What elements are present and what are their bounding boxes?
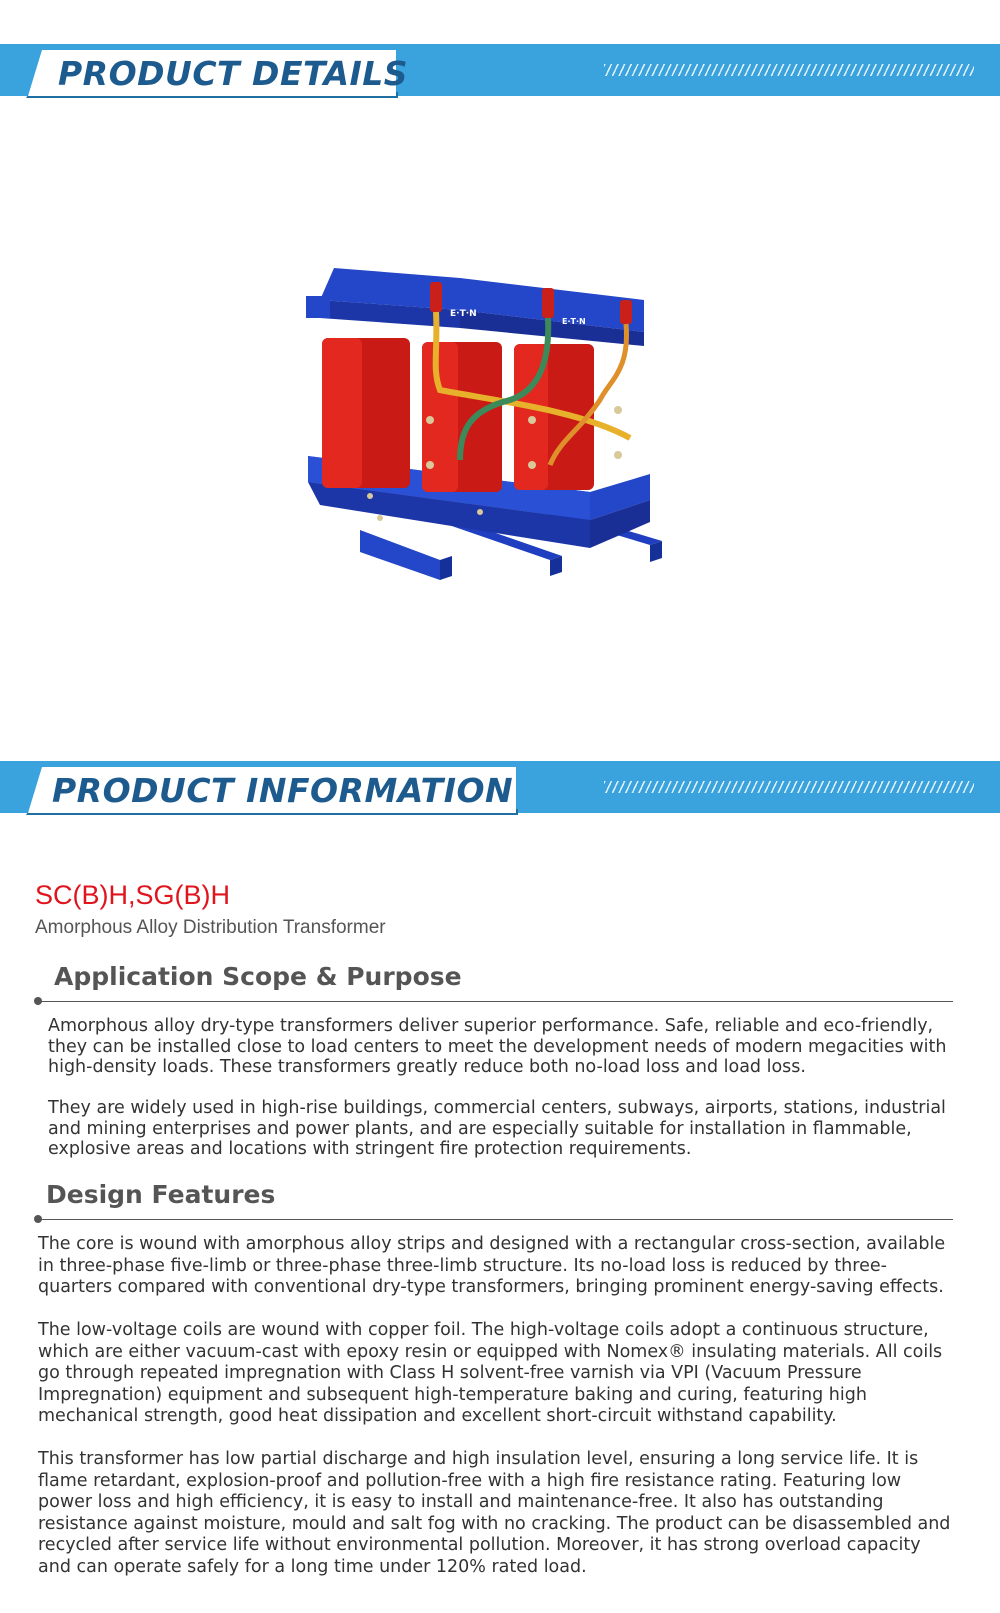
design-paragraph-2: The low-voltage coils are wound with copper foil. The high-voltage coils adopt a continuous structure, which are either vacuum-cast with epoxy resin or equipped with Nomex® insulating materials. All coils go through repeated impregnation with Class H solvent-free varnish via VPI (Vacuum Pressure Impregnation) equipment and subsequent high-temperature baking and curing, featuring high mechanical strength, good heat dissipation and excellent short-circuit withstand capability. bbox=[38, 1320, 943, 1426]
product-information-title: PRODUCT INFORMATION bbox=[52, 771, 514, 810]
application-heading: Application Scope & Purpose bbox=[54, 962, 462, 991]
product-subtitle: Amorphous Alloy Distribution Transformer bbox=[35, 917, 386, 938]
brand-label-2: E·T·N bbox=[562, 317, 586, 326]
product-model: SC(B)H,SG(B)H bbox=[35, 880, 230, 910]
diagonal-stripes-icon bbox=[604, 781, 974, 793]
application-paragraph-1: Amorphous alloy dry-type transformers deliver superior performance. Safe, reliable and eco-friendly, they can be installed close to load centers to meet the development needs of modern megacities with high-density loads. These transformers greatly reduce both no-load loss and load loss. bbox=[48, 1016, 947, 1077]
product-information-banner bbox=[0, 761, 1000, 813]
design-paragraph-3: This transformer has low partial discharge and high insulation level, ensuring a long service life. It is flame retardant, explosion-proof and pollution-free with a high fire resistance rating. Featuring low power loss and high efficiency, it is easy to install and maintenance-free. It also has outstanding resistance against moisture, mould and salt fog with no cracking. The product can be disassembled and recycled after service life without environmental pollution. Moreover, it has strong overload capacity and can operate safely for a long time under 120% rated load. bbox=[38, 1449, 951, 1577]
product-details-title: PRODUCT DETAILS bbox=[58, 54, 409, 93]
transformer-image bbox=[300, 260, 680, 620]
product-details-banner bbox=[0, 44, 1000, 96]
section-divider bbox=[38, 1219, 953, 1220]
application-paragraph-2: They are widely used in high-rise buildings, commercial centers, subways, airports, stations, industrial and mining enterprises and power plants, and are especially suitable for installation in flammable, explosive areas and locations with stringent fire protection requirements. bbox=[48, 1098, 946, 1159]
design-heading: Design Features bbox=[46, 1180, 276, 1209]
brand-label: E·T·N bbox=[450, 309, 477, 319]
design-paragraph-1: The core is wound with amorphous alloy strips and designed with a rectangular cross-section, available in three-phase five-limb or three-phase three-limb structure. Its no-load loss is reduced by three-quarters compared with conventional dry-type transformers, bringing prominent energy-saving effects. bbox=[38, 1234, 946, 1297]
section-divider bbox=[38, 1001, 953, 1002]
diagonal-stripes-icon bbox=[604, 64, 974, 76]
coil-left bbox=[322, 338, 410, 488]
